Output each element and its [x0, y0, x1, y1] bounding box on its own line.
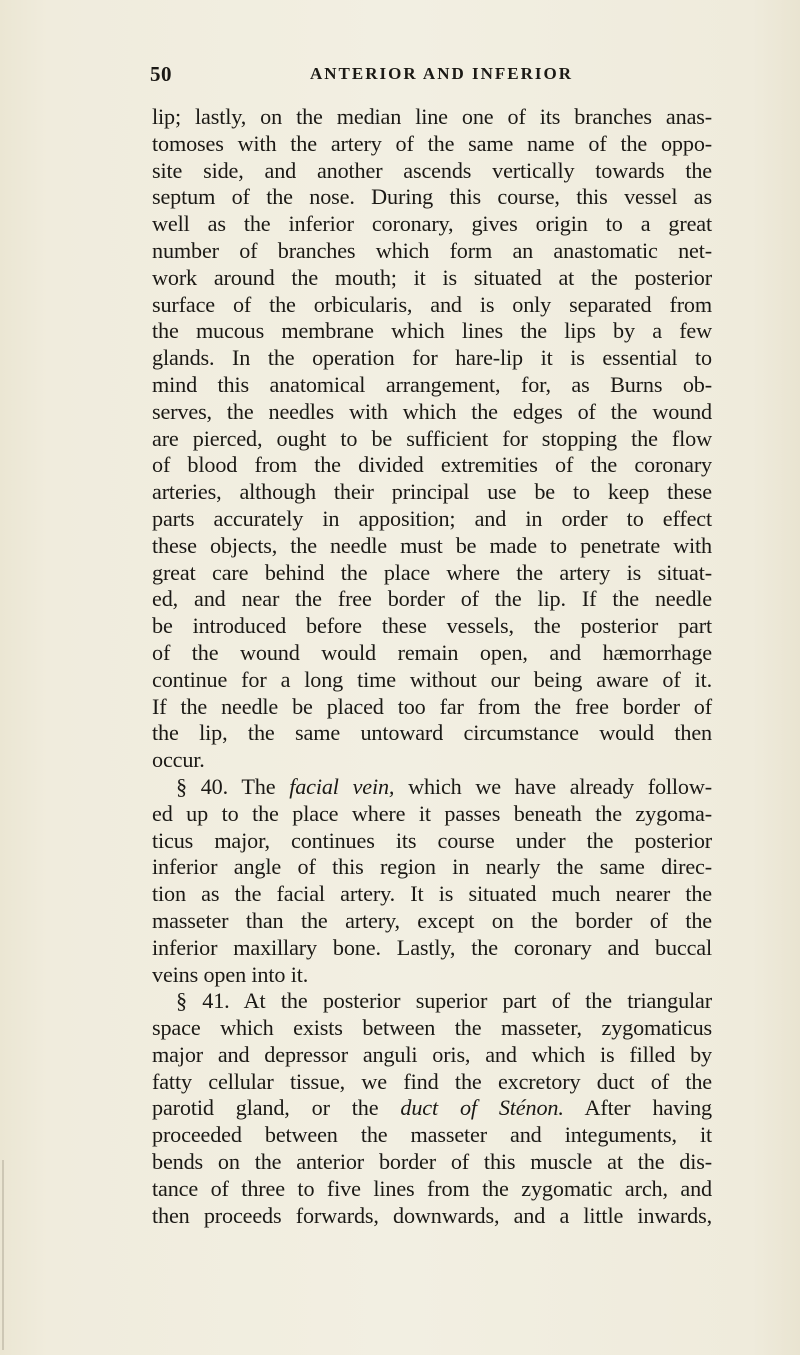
text-line: lip; lastly, on the median line one of its branches anas-	[152, 104, 712, 129]
text-line: be introduced before these vessels, the posterior part	[152, 613, 712, 639]
text-line: If the needle be placed too far from the free border of	[152, 693, 712, 719]
text-line: occur.	[152, 747, 205, 773]
text-line: are pierced, ought to be sufficient for stopping the flow	[152, 425, 712, 451]
text-line: masseter than the artery, except on the border of the	[152, 907, 712, 933]
section-text: The	[241, 773, 276, 799]
text-line: these objects, the needle must be made to penetrate with	[152, 532, 712, 558]
section-number: § 40.	[176, 773, 228, 799]
text-line: of blood from the divided extremities of the coronary	[152, 452, 712, 478]
text-line: parts accurately in apposition; and in order to effect	[152, 505, 712, 531]
text-line: site side, and another ascends vertically towards the	[152, 157, 712, 183]
section-number: § 41.	[176, 988, 230, 1014]
section-41-first-line	[152, 988, 712, 1015]
text-line: inferior maxillary bone. Lastly, the coronary and buccal	[152, 934, 712, 960]
running-head	[150, 62, 710, 92]
text-line: ticus major, continues its course under the posterior	[152, 827, 712, 853]
text-line: proceeded between the masseter and integuments, it	[152, 1122, 712, 1148]
text-line: septum of the nose. During this course, this vessel as	[152, 184, 712, 210]
text-line: the mucous membrane which lines the lips by a few	[152, 318, 712, 344]
running-title: ANTERIOR AND INFERIOR	[310, 64, 574, 83]
section-text: At the posterior superior part of the triangular	[243, 988, 712, 1014]
text-line: work around the mouth; it is situated at the posterior	[152, 264, 712, 290]
text-line: glands. In the operation for hare-lip it is essential to	[152, 345, 712, 371]
text-line: space which exists between the masseter, zygomaticus	[152, 1015, 712, 1041]
section-text: which we have already follow-	[408, 773, 712, 799]
text-line: inferior angle of this region in nearly the same direc-	[152, 854, 712, 880]
text-line: serves, the needles with which the edges of the wound	[152, 398, 712, 424]
binding-edge	[2, 1160, 4, 1350]
text-line-with-term	[152, 1095, 712, 1122]
text-line: continue for a long time without our being aware of it.	[152, 666, 712, 692]
section-text: parotid gland, or the	[152, 1095, 379, 1121]
section-40-first-line	[152, 774, 712, 801]
text-line: surface of the orbicularis, and is only separated from	[152, 291, 712, 317]
text-line: the lip, the same untoward circumstance would then	[152, 720, 712, 746]
text-line: number of branches which form an anastomatic net-	[152, 237, 712, 263]
text-line: major and depressor anguli oris, and which is filled by	[152, 1041, 712, 1067]
text-line: mind this anatomical arrangement, for, as Burns ob-	[152, 371, 712, 397]
text-line: tion as the facial artery. It is situated much nearer the	[152, 881, 712, 907]
text-line: arteries, although their principal use be to keep these	[152, 479, 712, 505]
text-line: fatty cellular tissue, we find the excretory duct of the	[152, 1068, 712, 1094]
text-line: well as the inferior coronary, gives origin to a great	[152, 211, 712, 237]
text-line: ed up to the place where it passes beneath the zygoma-	[152, 800, 712, 826]
body-text	[152, 104, 712, 1229]
text-line: then proceeds forwards, downwards, and a little inwards,	[152, 1202, 712, 1228]
text-line: tance of three to five lines from the zygomatic arch, and	[152, 1175, 712, 1201]
emphasized-term: facial vein,	[289, 773, 395, 799]
text-line: ed, and near the free border of the lip. If the needle	[152, 586, 712, 612]
emphasized-term: duct of Sténon.	[400, 1095, 564, 1121]
text-line: great care behind the place where the artery is situat-	[152, 559, 712, 585]
text-line: tomoses with the artery of the same name of the oppo-	[152, 130, 712, 156]
text-line: of the wound would remain open, and hæmorrhage	[152, 639, 712, 665]
text-line: veins open into it.	[152, 961, 309, 987]
page-number: 50	[150, 62, 172, 86]
text-line: bends on the anterior border of this muscle at the dis-	[152, 1149, 712, 1175]
section-text: After having	[584, 1095, 712, 1121]
